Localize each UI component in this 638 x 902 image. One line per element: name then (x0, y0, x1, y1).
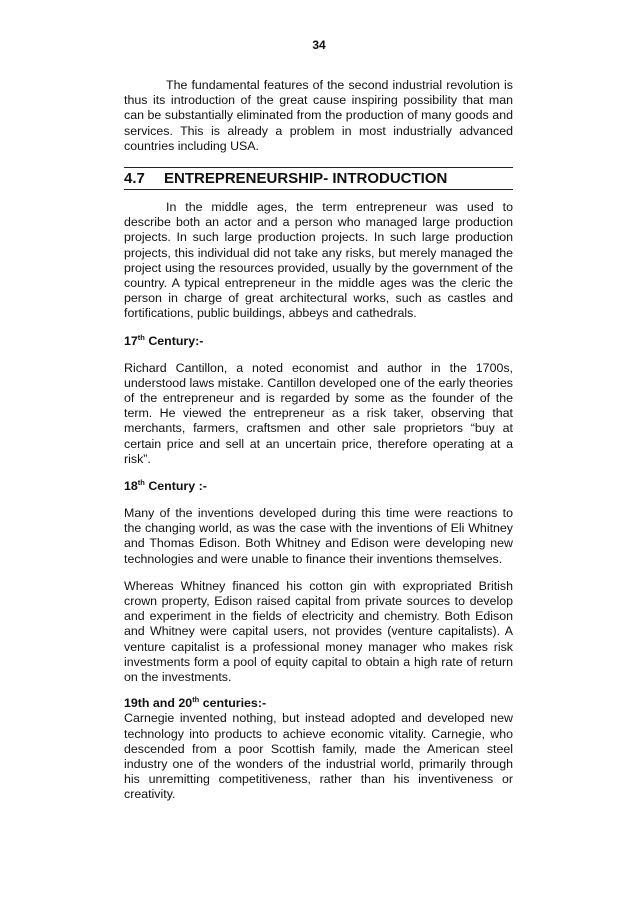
section-heading (124, 167, 513, 190)
century-19-20-heading: 19th and 20th centuries:- (124, 695, 267, 711)
century-19-20-paragraph: Carnegie invented nothing, but instead adopted and developed new technology into products to achieve economic vitality. Carnegie, who descended from a poor Scottish family, made the American steel industry one of the wonders of the industrial world, primarily through his unremitting competitiveness, rather than his inventiveness or creativity. (124, 711, 513, 802)
page-content (124, 78, 513, 803)
century-18-paragraph-2: Whereas Whitney financed his cotton gin with expropriated British crown property, Edison raised capital from private sources to develop and experiment in the fields of electricity and chemistry. Both Edison and Whitney were capital users, not provides (venture capitalists). A venture capitalist is a professional money manager who makes risk investments form a pool of equity capital to obtain a high rate of return on the investments. (124, 578, 513, 685)
page-number: 34 (312, 38, 326, 52)
century-18-paragraph-1: Many of the inventions developed during this time were reactions to the changing world, as was the case with the inventions of Eli Whitney and Thomas Edison. Both Whitney and Edison were developing new technologies and were unable to finance their inventions themselves. (124, 506, 513, 566)
century-17-paragraph: Richard Cantillon, a noted economist and author in the 1700s, understood laws mistake. Cantillon developed one of the early theories of the entrepreneur and is regarded by some as the founder of the term. He viewed the entrepreneur as a risk taker, observing that merchants, farmers, craftsmen and other sale proprietors “buy at certain price and sell at an uncertain price, therefore operating at a risk”. (124, 360, 513, 466)
century-18-heading: 18th Century :- (124, 478, 207, 494)
section-title: ENTREPRENEURSHIP- INTRODUCTION (164, 170, 448, 188)
intro-paragraph: The fundamental features of the second industrial revolution is thus its introduction of the great cause inspiring possibility that man can be substantially eliminated from the production of many goods and services. This is already a problem in most industrially advanced countries including USA. (124, 78, 513, 153)
section-number: 4.7 (124, 170, 145, 188)
middle-ages-paragraph: In the middle ages, the term entrepreneur was used to describe both an actor and a person who managed large production projects. In such large production projects. In such large production projects, this individual did not take any risks, but merely managed the project using the resources provided, usually by the government of the country. A typical entrepreneur in the middle ages was the cleric the person in charge of great architectural works, such as castles and fortifications, public buildings, abbeys and cathedrals. (124, 200, 513, 321)
century-17-heading: 17th Century:- (124, 332, 204, 348)
